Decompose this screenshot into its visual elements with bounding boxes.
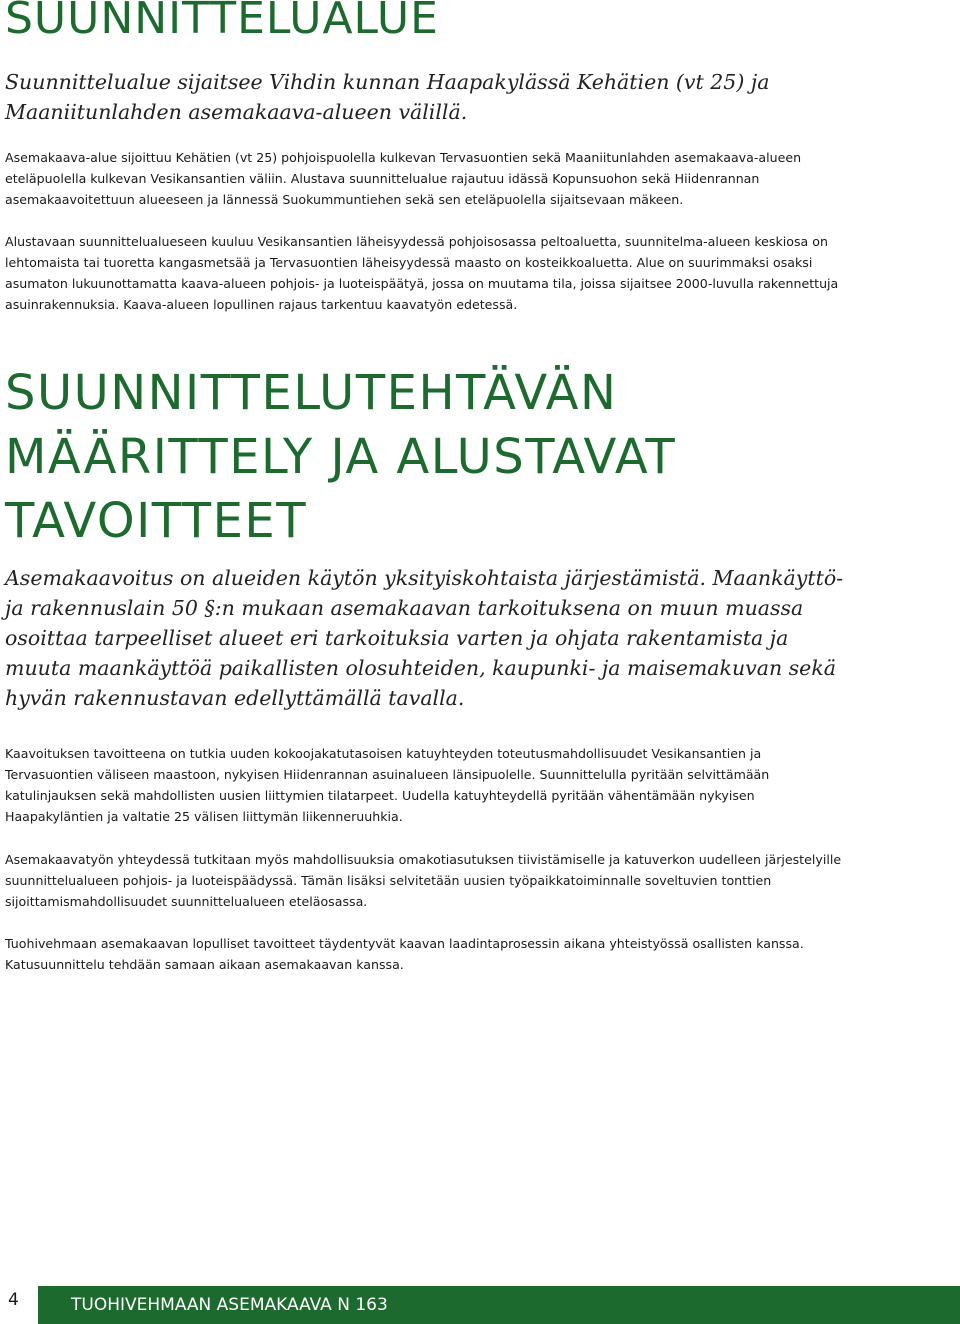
section-heading-suunnittelualue: SUUNNITTELUALUE	[5, 0, 439, 44]
body-paragraph-final-goals: Tuohivehmaan asemakaavan lopulliset tavoitteet täydentyvät kaavan laadintaprosessin aikana yhteistyössä osallisten kanssa. Katusuunnittelu tehdään samaan aikaan asemakaavan kanssa.	[5, 936, 804, 972]
footer-bar	[38, 1286, 960, 1324]
footer-document-title: TUOHIVEHMAAN ASEMAKAAVA N 163	[71, 1295, 388, 1315]
lead-paragraph-location: Suunnittelualue sijaitsee Vihdin kunnan Haapakylässä Kehätien (vt 25) ja Maaniitunlahden asemakaava-alueen välillä.	[5, 70, 770, 124]
body-paragraph-area-boundaries: Asemakaava-alue sijoittuu Kehätien (vt 25) pohjoispuolella kulkevan Tervasuontien sekä Maaniitunlahden asemakaava-alueen eteläpuolella kulkevan Vesikansantien väliin. Alustava suunnittelualue rajautuu idässä Kopunsuohon sekä Hiidenrannan asemakaavoitettuun alueeseen ja lännessä Suokummuntiehen sekä sen eteläpuolella sijaitsevaan mäkeen.	[5, 150, 802, 207]
body-paragraph-densification: Asemakaavatyön yhteydessä tutkitaan myös mahdollisuuksia omakotiasutuksen tiivistämiselle ja katuverkon uudelleen järjestelyille suunnittelualueen pohjois- ja luoteispäädyssä. Tämän lisäksi selvitetään uusien työpaikkatoiminnalle soveltuvien tonttien sijoittamismahdollisuudet suunnittelualueen eteläosassa.	[5, 852, 842, 909]
page-number: 4	[8, 1290, 19, 1310]
body-paragraph-street-connection: Kaavoituksen tavoitteena on tutkia uuden kokoojakatutasoisen katuyhteyden toteutusmahdollisuudet Vesikansantien ja Tervasuontien väliseen maastoon, nykyisen Hiidenrannan asuinalueen länsipuolelle. Suunnittelulla pyritään selvittämään katulinjauksen sekä mahdollisten uusien liittymien tilatarpeet. Uudella katuyhteydellä pyritään vähentämään nykyisen Haapakyläntien ja valtatie 25 välisen liittymän liikenneruuhkia.	[5, 746, 770, 824]
body-paragraph-area-description: Alustavaan suunnittelualueseen kuuluu Vesikansantien läheisyydessä pohjoisosassa peltoaluetta, suunnitelma-alueen keskiosa on lehtomaista tai tuoretta kangasmetsää ja Tervasuontien läheisyydessä maasto on kosteikkoaluetta. Alue on suurimmaksi osaksi asumaton lukuunottamatta kaava-alueen pohjois- ja luoteispäätyä, jossa on muutama tila, joissa sijaitsee 2000-luvulla rakennettuja asuinrakennuksia. Kaava-alueen lopullinen rajaus tarkentuu kaavatyön edetessä.	[5, 234, 839, 312]
lead-paragraph-zoning-purpose: Asemakaavoitus on alueiden käytön yksityiskohtaista järjestämistä. Maankäyttö- ja rakennuslain 50 §:n mukaan asemakaavan tarkoituksena on muun muassa osoittaa tarpeelliset alueet eri tarkoituksia varten ja ohjata rakentamista ja muuta maankäyttöä paikallisten olosuhteiden, kaupunki- ja maisemakuvan sekä hyvän rakennustavan edellyttämällä tavalla.	[5, 566, 844, 710]
section-heading-goals: SUUNNITTELUTEHTÄVÄN MÄÄRITTELY JA ALUSTAVAT TAVOITTEET	[5, 365, 677, 549]
